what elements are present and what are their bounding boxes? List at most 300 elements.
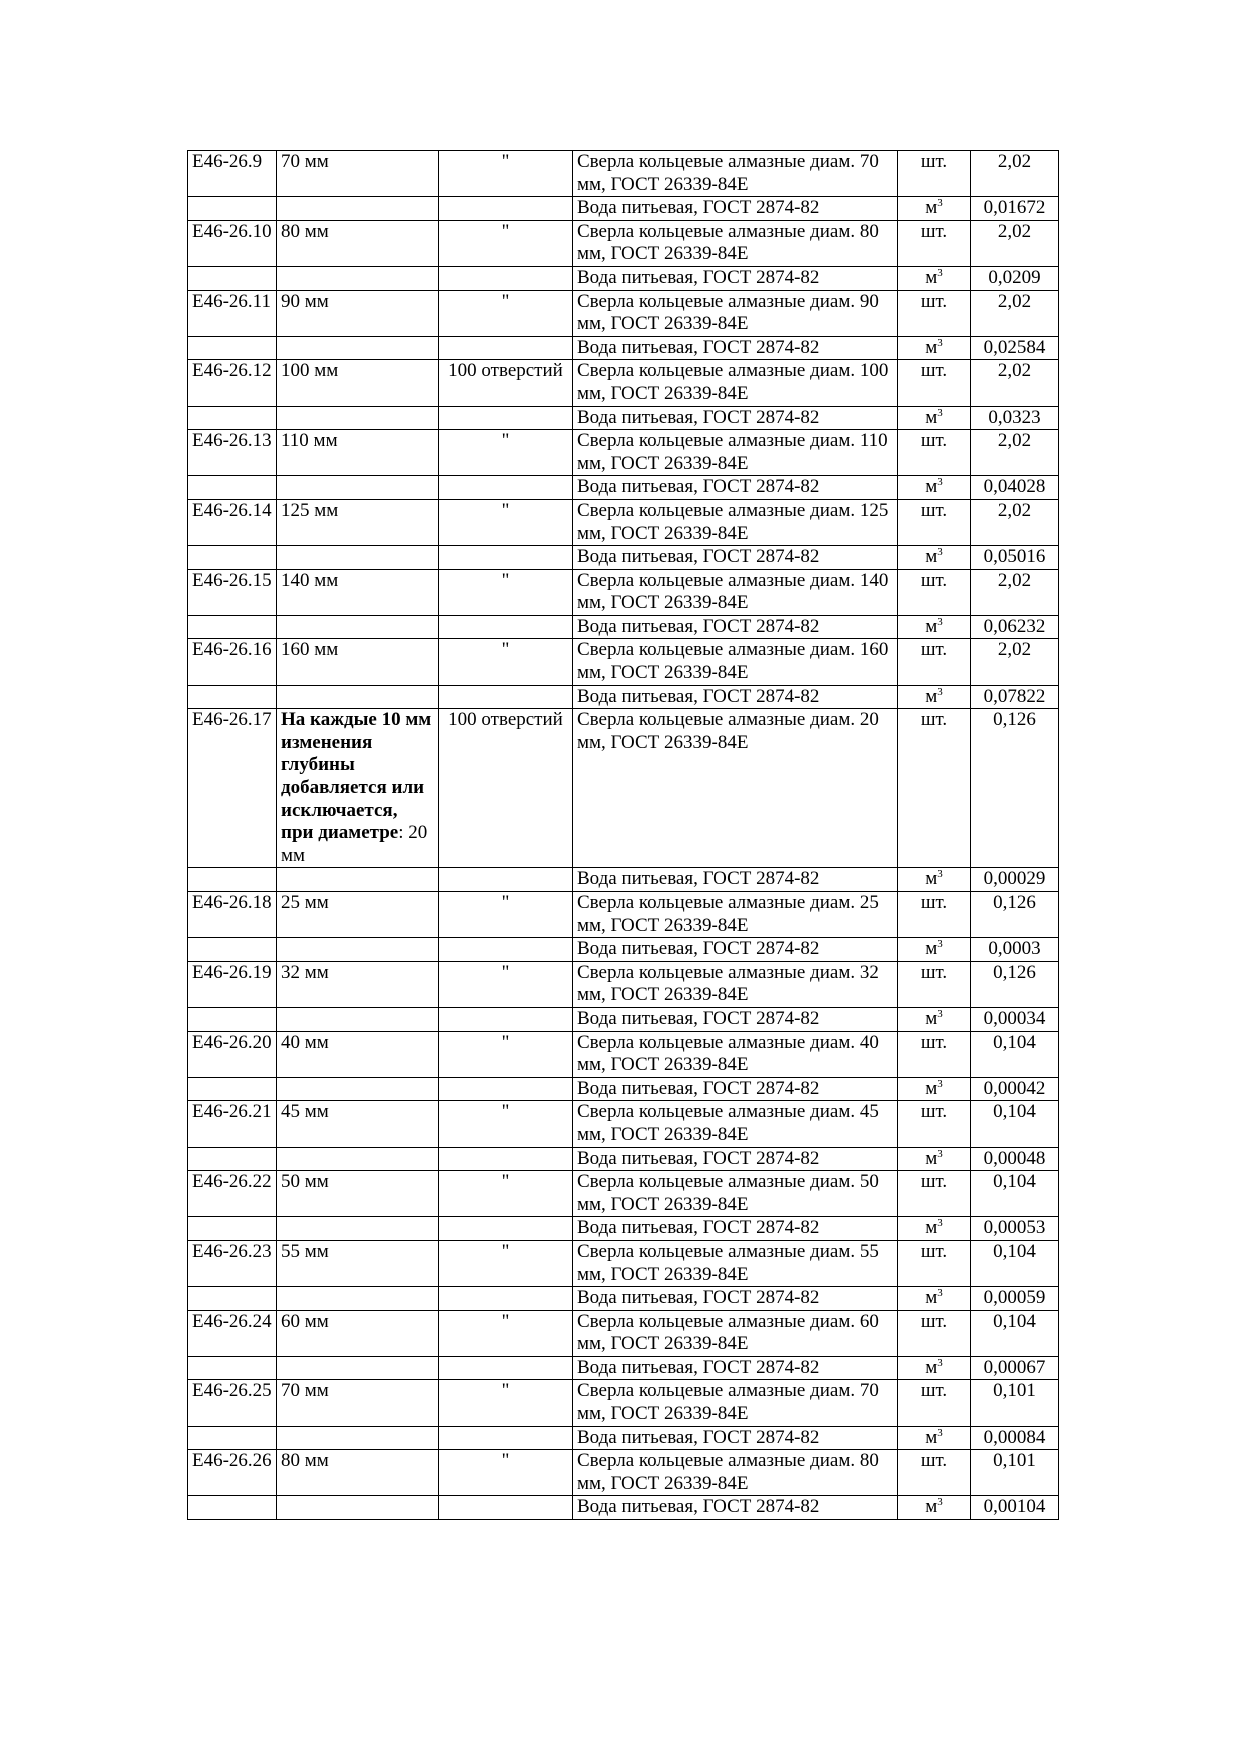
work-name-cell <box>277 1426 439 1450</box>
resource-name-cell: Вода питьевая, ГОСТ 2874-82 <box>573 1426 898 1450</box>
norm-code-cell: Е46-26.19 <box>188 961 277 1007</box>
quantity-cell: 0,0209 <box>971 266 1059 290</box>
resource-name-cell: Сверла кольцевые алмазные диам. 125 мм, ГОСТ 26339-84Е <box>573 499 898 545</box>
measure-unit-cell <box>439 406 573 430</box>
measure-unit-cell <box>439 1426 573 1450</box>
quantity-cell: 0,01672 <box>971 197 1059 221</box>
quantity-cell: 0,00084 <box>971 1426 1059 1450</box>
norms-table-body <box>188 151 1059 1520</box>
unit-exponent: 3 <box>937 1287 943 1300</box>
table-row <box>188 1147 1059 1171</box>
resource-name-cell: Сверла кольцевые алмазные диам. 40 мм, ГОСТ 26339-84Е <box>573 1031 898 1077</box>
resource-unit-text: шт. <box>920 569 948 591</box>
quantity-cell: 2,02 <box>971 360 1059 406</box>
table-row <box>188 476 1059 500</box>
quantity-cell: 0,00104 <box>971 1496 1059 1520</box>
resource-unit-text: шт. <box>920 639 948 661</box>
table-row <box>188 499 1059 545</box>
norm-code-cell <box>188 1287 277 1311</box>
resource-unit-text: м <box>925 868 938 890</box>
work-name-cell <box>277 685 439 709</box>
quantity-cell: 2,02 <box>971 569 1059 615</box>
resource-unit-text: м <box>925 266 938 288</box>
resource-unit-text: м <box>925 1287 938 1309</box>
quantity-cell: 0,0003 <box>971 938 1059 962</box>
resource-unit-cell <box>898 336 971 360</box>
resource-name-cell: Сверла кольцевые алмазные диам. 32 мм, ГОСТ 26339-84Е <box>573 961 898 1007</box>
work-name-cell: 25 мм <box>277 892 439 938</box>
resource-name-cell: Сверла кольцевые алмазные диам. 70 мм, ГОСТ 26339-84Е <box>573 151 898 197</box>
resource-unit-text: шт. <box>920 1310 948 1332</box>
work-name-cell <box>277 476 439 500</box>
table-row <box>188 1450 1059 1496</box>
quantity-cell: 2,02 <box>971 151 1059 197</box>
work-name-cell <box>277 336 439 360</box>
measure-unit-cell: " <box>439 430 573 476</box>
unit-exponent: 3 <box>937 868 943 881</box>
resource-name-cell: Сверла кольцевые алмазные диам. 80 мм, ГОСТ 26339-84Е <box>573 1450 898 1496</box>
norm-code-cell: Е46-26.10 <box>188 220 277 266</box>
resource-unit-text: шт. <box>920 499 948 521</box>
resource-unit-cell <box>898 938 971 962</box>
resource-name-cell: Вода питьевая, ГОСТ 2874-82 <box>573 546 898 570</box>
table-row <box>188 360 1059 406</box>
resource-unit-text: м <box>925 197 938 219</box>
resource-unit-cell <box>898 961 971 1007</box>
table-row <box>188 938 1059 962</box>
measure-unit-cell: " <box>439 1240 573 1286</box>
resource-unit-text: м <box>925 1426 938 1448</box>
resource-unit-cell <box>898 1426 971 1450</box>
work-name-cell: 125 мм <box>277 499 439 545</box>
resource-unit-text: м <box>925 1356 938 1378</box>
measure-unit-cell: " <box>439 639 573 685</box>
unit-exponent: 3 <box>937 615 943 628</box>
table-row <box>188 1496 1059 1520</box>
resource-unit-cell <box>898 220 971 266</box>
table-row <box>188 1287 1059 1311</box>
norms-table <box>187 150 1059 1520</box>
table-row <box>188 197 1059 221</box>
measure-unit-cell <box>439 476 573 500</box>
norm-code-cell <box>188 197 277 221</box>
quantity-cell: 2,02 <box>971 220 1059 266</box>
unit-exponent: 3 <box>937 1077 943 1090</box>
quantity-cell: 0,00042 <box>971 1077 1059 1101</box>
resource-unit-cell <box>898 1171 971 1217</box>
resource-unit-text: м <box>925 1217 938 1239</box>
measure-unit-cell: 100 отверстий <box>439 709 573 868</box>
unit-exponent: 3 <box>937 1356 943 1369</box>
work-name-cell <box>277 615 439 639</box>
unit-exponent: 3 <box>937 1147 943 1160</box>
resource-unit-cell <box>898 1287 971 1311</box>
measure-unit-cell: " <box>439 961 573 1007</box>
unit-exponent: 3 <box>937 1217 943 1230</box>
quantity-cell: 0,104 <box>971 1240 1059 1286</box>
work-name-cell <box>277 709 439 868</box>
resource-name-cell: Вода питьевая, ГОСТ 2874-82 <box>573 1217 898 1241</box>
work-name-cell: 60 мм <box>277 1310 439 1356</box>
resource-name-cell: Вода питьевая, ГОСТ 2874-82 <box>573 197 898 221</box>
resource-unit-cell <box>898 1147 971 1171</box>
quantity-cell: 0,104 <box>971 1031 1059 1077</box>
quantity-cell: 0,101 <box>971 1380 1059 1426</box>
work-name-cell: 50 мм <box>277 1171 439 1217</box>
norm-code-cell: Е46-26.13 <box>188 430 277 476</box>
work-name-cell <box>277 1007 439 1031</box>
measure-unit-cell: 100 отверстий <box>439 360 573 406</box>
quantity-cell: 0,126 <box>971 961 1059 1007</box>
table-row <box>188 546 1059 570</box>
norm-code-cell: Е46-26.9 <box>188 151 277 197</box>
resource-name-cell: Сверла кольцевые алмазные диам. 80 мм, ГОСТ 26339-84Е <box>573 220 898 266</box>
table-row <box>188 290 1059 336</box>
unit-exponent: 3 <box>937 1496 943 1509</box>
resource-unit-cell <box>898 1450 971 1496</box>
quantity-cell: 0,00053 <box>971 1217 1059 1241</box>
measure-unit-cell <box>439 266 573 290</box>
norm-code-cell <box>188 868 277 892</box>
norm-code-cell <box>188 476 277 500</box>
table-row <box>188 1101 1059 1147</box>
norm-code-cell <box>188 1147 277 1171</box>
table-row <box>188 1426 1059 1450</box>
norm-code-cell: Е46-26.11 <box>188 290 277 336</box>
quantity-cell: 0,06232 <box>971 615 1059 639</box>
resource-unit-text: м <box>925 1147 938 1169</box>
measure-unit-cell <box>439 1007 573 1031</box>
resource-unit-cell <box>898 1031 971 1077</box>
measure-unit-cell <box>439 336 573 360</box>
work-name-cell: 45 мм <box>277 1101 439 1147</box>
norm-code-cell: Е46-26.18 <box>188 892 277 938</box>
resource-unit-cell <box>898 615 971 639</box>
table-row <box>188 1356 1059 1380</box>
resource-name-cell: Сверла кольцевые алмазные диам. 45 мм, ГОСТ 26339-84Е <box>573 1101 898 1147</box>
resource-unit-text: м <box>925 336 938 358</box>
work-name-cell <box>277 406 439 430</box>
table-row <box>188 892 1059 938</box>
measure-unit-cell <box>439 868 573 892</box>
resource-unit-cell <box>898 151 971 197</box>
unit-exponent: 3 <box>937 266 943 279</box>
work-name-cell <box>277 1217 439 1241</box>
quantity-cell: 0,00067 <box>971 1356 1059 1380</box>
quantity-cell: 0,0323 <box>971 406 1059 430</box>
norm-code-cell: Е46-26.14 <box>188 499 277 545</box>
quantity-cell: 0,00034 <box>971 1007 1059 1031</box>
resource-name-cell: Сверла кольцевые алмазные диам. 110 мм, ГОСТ 26339-84Е <box>573 430 898 476</box>
work-name-cell: 70 мм <box>277 151 439 197</box>
norm-code-cell: Е46-26.17 <box>188 709 277 868</box>
quantity-cell: 2,02 <box>971 290 1059 336</box>
work-name-cell: 32 мм <box>277 961 439 1007</box>
unit-exponent: 3 <box>937 938 943 951</box>
resource-unit-text: шт. <box>920 1450 948 1472</box>
resource-unit-cell <box>898 685 971 709</box>
measure-unit-cell <box>439 1147 573 1171</box>
measure-unit-cell: " <box>439 1031 573 1077</box>
table-row <box>188 615 1059 639</box>
norm-code-cell <box>188 1077 277 1101</box>
table-row <box>188 639 1059 685</box>
resource-unit-cell <box>898 1356 971 1380</box>
resource-unit-cell <box>898 639 971 685</box>
quantity-cell: 0,00059 <box>971 1287 1059 1311</box>
resource-unit-text: шт. <box>920 709 948 731</box>
quantity-cell: 0,05016 <box>971 546 1059 570</box>
resource-unit-cell <box>898 1380 971 1426</box>
table-row <box>188 1171 1059 1217</box>
table-row <box>188 220 1059 266</box>
measure-unit-cell: " <box>439 892 573 938</box>
quantity-cell: 0,104 <box>971 1310 1059 1356</box>
resource-name-cell: Вода питьевая, ГОСТ 2874-82 <box>573 1007 898 1031</box>
work-name-cell <box>277 266 439 290</box>
unit-exponent: 3 <box>937 546 943 559</box>
resource-unit-cell <box>898 1310 971 1356</box>
resource-unit-text: м <box>925 615 938 637</box>
resource-unit-cell <box>898 266 971 290</box>
quantity-cell: 0,126 <box>971 709 1059 868</box>
quantity-cell: 0,07822 <box>971 685 1059 709</box>
unit-exponent: 3 <box>937 685 943 698</box>
norm-code-cell <box>188 1007 277 1031</box>
resource-unit-text: шт. <box>920 220 948 242</box>
norm-code-cell <box>188 938 277 962</box>
resource-name-cell: Вода питьевая, ГОСТ 2874-82 <box>573 615 898 639</box>
table-row <box>188 685 1059 709</box>
quantity-cell: 0,00029 <box>971 868 1059 892</box>
resource-name-cell: Сверла кольцевые алмазные диам. 50 мм, ГОСТ 26339-84Е <box>573 1171 898 1217</box>
measure-unit-cell <box>439 1496 573 1520</box>
work-name-cell: 140 мм <box>277 569 439 615</box>
work-name-cell <box>277 1356 439 1380</box>
work-name-cell <box>277 1147 439 1171</box>
table-row <box>188 406 1059 430</box>
work-name-cell: 80 мм <box>277 1450 439 1496</box>
resource-name-cell: Сверла кольцевые алмазные диам. 70 мм, ГОСТ 26339-84Е <box>573 1380 898 1426</box>
quantity-cell: 0,00048 <box>971 1147 1059 1171</box>
resource-unit-text: шт. <box>920 1171 948 1193</box>
norm-code-cell <box>188 1496 277 1520</box>
table-row <box>188 1240 1059 1286</box>
norm-code-cell: Е46-26.22 <box>188 1171 277 1217</box>
resource-unit-text: м <box>925 1007 938 1029</box>
unit-exponent: 3 <box>937 476 943 489</box>
resource-name-cell: Вода питьевая, ГОСТ 2874-82 <box>573 685 898 709</box>
measure-unit-cell: " <box>439 1171 573 1217</box>
work-name-cell <box>277 1496 439 1520</box>
resource-unit-cell <box>898 569 971 615</box>
unit-exponent: 3 <box>937 197 943 210</box>
table-row <box>188 1077 1059 1101</box>
work-name-value: : 20 мм <box>281 822 428 866</box>
norm-code-cell <box>188 1426 277 1450</box>
quantity-cell: 0,104 <box>971 1171 1059 1217</box>
norm-code-cell <box>188 1356 277 1380</box>
work-name-cell <box>277 1077 439 1101</box>
measure-unit-cell <box>439 1217 573 1241</box>
measure-unit-cell <box>439 1077 573 1101</box>
norm-code-cell <box>188 406 277 430</box>
resource-name-cell: Вода питьевая, ГОСТ 2874-82 <box>573 868 898 892</box>
resource-unit-cell <box>898 360 971 406</box>
quantity-cell: 2,02 <box>971 499 1059 545</box>
work-name-cell <box>277 868 439 892</box>
resource-unit-text: м <box>925 406 938 428</box>
resource-unit-text: м <box>925 546 938 568</box>
resource-name-cell: Вода питьевая, ГОСТ 2874-82 <box>573 1496 898 1520</box>
resource-unit-cell <box>898 406 971 430</box>
resource-unit-text: шт. <box>920 151 948 172</box>
measure-unit-cell <box>439 938 573 962</box>
measure-unit-cell <box>439 615 573 639</box>
quantity-cell: 0,02584 <box>971 336 1059 360</box>
resource-unit-text: шт. <box>920 1031 948 1053</box>
resource-name-cell: Сверла кольцевые алмазные диам. 55 мм, ГОСТ 26339-84Е <box>573 1240 898 1286</box>
resource-unit-cell <box>898 430 971 476</box>
work-name-heading: На каждые 10 мм изменения глубины добавляется или исключается, при диаметре <box>281 709 432 844</box>
work-name-cell: 55 мм <box>277 1240 439 1286</box>
resource-unit-text: шт. <box>920 430 948 452</box>
table-row <box>188 868 1059 892</box>
resource-name-cell: Сверла кольцевые алмазные диам. 20 мм, ГОСТ 26339-84Е <box>573 709 898 868</box>
norm-code-cell <box>188 1217 277 1241</box>
table-row <box>188 961 1059 1007</box>
resource-unit-cell <box>898 1101 971 1147</box>
work-name-cell: 90 мм <box>277 290 439 336</box>
unit-exponent: 3 <box>937 1426 943 1439</box>
resource-unit-cell <box>898 499 971 545</box>
table-row <box>188 569 1059 615</box>
resource-unit-cell <box>898 546 971 570</box>
resource-unit-cell <box>898 1077 971 1101</box>
measure-unit-cell <box>439 546 573 570</box>
resource-unit-text: шт. <box>920 961 948 983</box>
measure-unit-cell: " <box>439 1380 573 1426</box>
norm-code-cell <box>188 336 277 360</box>
table-row <box>188 1310 1059 1356</box>
resource-unit-cell <box>898 1007 971 1031</box>
table-row <box>188 430 1059 476</box>
work-name-cell <box>277 197 439 221</box>
work-name-cell: 110 мм <box>277 430 439 476</box>
norm-code-cell: Е46-26.16 <box>188 639 277 685</box>
work-name-cell: 100 мм <box>277 360 439 406</box>
resource-unit-cell <box>898 1240 971 1286</box>
work-name-cell <box>277 1287 439 1311</box>
norm-code-cell <box>188 685 277 709</box>
resource-name-cell: Вода питьевая, ГОСТ 2874-82 <box>573 1147 898 1171</box>
quantity-cell: 2,02 <box>971 430 1059 476</box>
resource-name-cell: Вода питьевая, ГОСТ 2874-82 <box>573 266 898 290</box>
quantity-cell: 0,101 <box>971 1450 1059 1496</box>
resource-unit-text: шт. <box>920 892 948 913</box>
work-name-cell <box>277 546 439 570</box>
resource-name-cell: Вода питьевая, ГОСТ 2874-82 <box>573 406 898 430</box>
resource-unit-text: шт. <box>920 360 948 382</box>
resource-name-cell: Вода питьевая, ГОСТ 2874-82 <box>573 1356 898 1380</box>
quantity-cell: 2,02 <box>971 639 1059 685</box>
table-row <box>188 266 1059 290</box>
table-row <box>188 336 1059 360</box>
norm-code-cell: Е46-26.24 <box>188 1310 277 1356</box>
norm-code-cell: Е46-26.12 <box>188 360 277 406</box>
norm-code-cell <box>188 546 277 570</box>
norm-code-cell: Е46-26.15 <box>188 569 277 615</box>
work-name-cell: 40 мм <box>277 1031 439 1077</box>
norm-code-cell: Е46-26.21 <box>188 1101 277 1147</box>
resource-name-cell: Вода питьевая, ГОСТ 2874-82 <box>573 476 898 500</box>
resource-name-cell: Сверла кольцевые алмазные диам. 160 мм, ГОСТ 26339-84Е <box>573 639 898 685</box>
resource-unit-text: м <box>925 1077 938 1099</box>
norm-code-cell <box>188 266 277 290</box>
quantity-cell: 0,104 <box>971 1101 1059 1147</box>
table-row <box>188 709 1059 868</box>
norm-code-cell: Е46-26.26 <box>188 1450 277 1496</box>
unit-exponent: 3 <box>937 336 943 349</box>
resource-name-cell: Сверла кольцевые алмазные диам. 25 мм, ГОСТ 26339-84Е <box>573 892 898 938</box>
quantity-cell: 0,04028 <box>971 476 1059 500</box>
measure-unit-cell: " <box>439 1101 573 1147</box>
resource-unit-cell <box>898 892 971 938</box>
norm-code-cell: Е46-26.25 <box>188 1380 277 1426</box>
norm-code-cell: Е46-26.23 <box>188 1240 277 1286</box>
table-row <box>188 1217 1059 1241</box>
resource-unit-cell <box>898 290 971 336</box>
resource-unit-text: шт. <box>920 1240 948 1262</box>
resource-name-cell: Вода питьевая, ГОСТ 2874-82 <box>573 938 898 962</box>
resource-unit-cell <box>898 197 971 221</box>
measure-unit-cell: " <box>439 1450 573 1496</box>
resource-unit-text: м <box>925 938 938 960</box>
work-name-cell: 80 мм <box>277 220 439 266</box>
resource-name-cell: Сверла кольцевые алмазные диам. 90 мм, ГОСТ 26339-84Е <box>573 290 898 336</box>
measure-unit-cell <box>439 197 573 221</box>
measure-unit-cell: " <box>439 499 573 545</box>
unit-exponent: 3 <box>937 1007 943 1020</box>
resource-unit-text: шт. <box>920 1101 948 1123</box>
measure-unit-cell <box>439 1287 573 1311</box>
unit-exponent: 3 <box>937 406 943 419</box>
measure-unit-cell: " <box>439 220 573 266</box>
resource-name-cell: Сверла кольцевые алмазные диам. 140 мм, ГОСТ 26339-84Е <box>573 569 898 615</box>
resource-unit-cell <box>898 476 971 500</box>
measure-unit-cell: " <box>439 1310 573 1356</box>
resource-name-cell: Вода питьевая, ГОСТ 2874-82 <box>573 1287 898 1311</box>
resource-unit-text: м <box>925 685 938 707</box>
resource-unit-cell <box>898 868 971 892</box>
measure-unit-cell: " <box>439 569 573 615</box>
norm-code-cell: Е46-26.20 <box>188 1031 277 1077</box>
table-row <box>188 1031 1059 1077</box>
resource-unit-text: м <box>925 1496 938 1518</box>
resource-name-cell: Вода питьевая, ГОСТ 2874-82 <box>573 336 898 360</box>
table-row <box>188 151 1059 197</box>
resource-unit-text: шт. <box>920 1380 948 1402</box>
resource-unit-cell <box>898 709 971 868</box>
measure-unit-cell: " <box>439 290 573 336</box>
resource-unit-cell <box>898 1496 971 1520</box>
resource-name-cell: Сверла кольцевые алмазные диам. 100 мм, ГОСТ 26339-84Е <box>573 360 898 406</box>
measure-unit-cell <box>439 1356 573 1380</box>
work-name-cell: 70 мм <box>277 1380 439 1426</box>
measure-unit-cell: " <box>439 151 573 197</box>
measure-unit-cell <box>439 685 573 709</box>
norm-code-cell <box>188 615 277 639</box>
